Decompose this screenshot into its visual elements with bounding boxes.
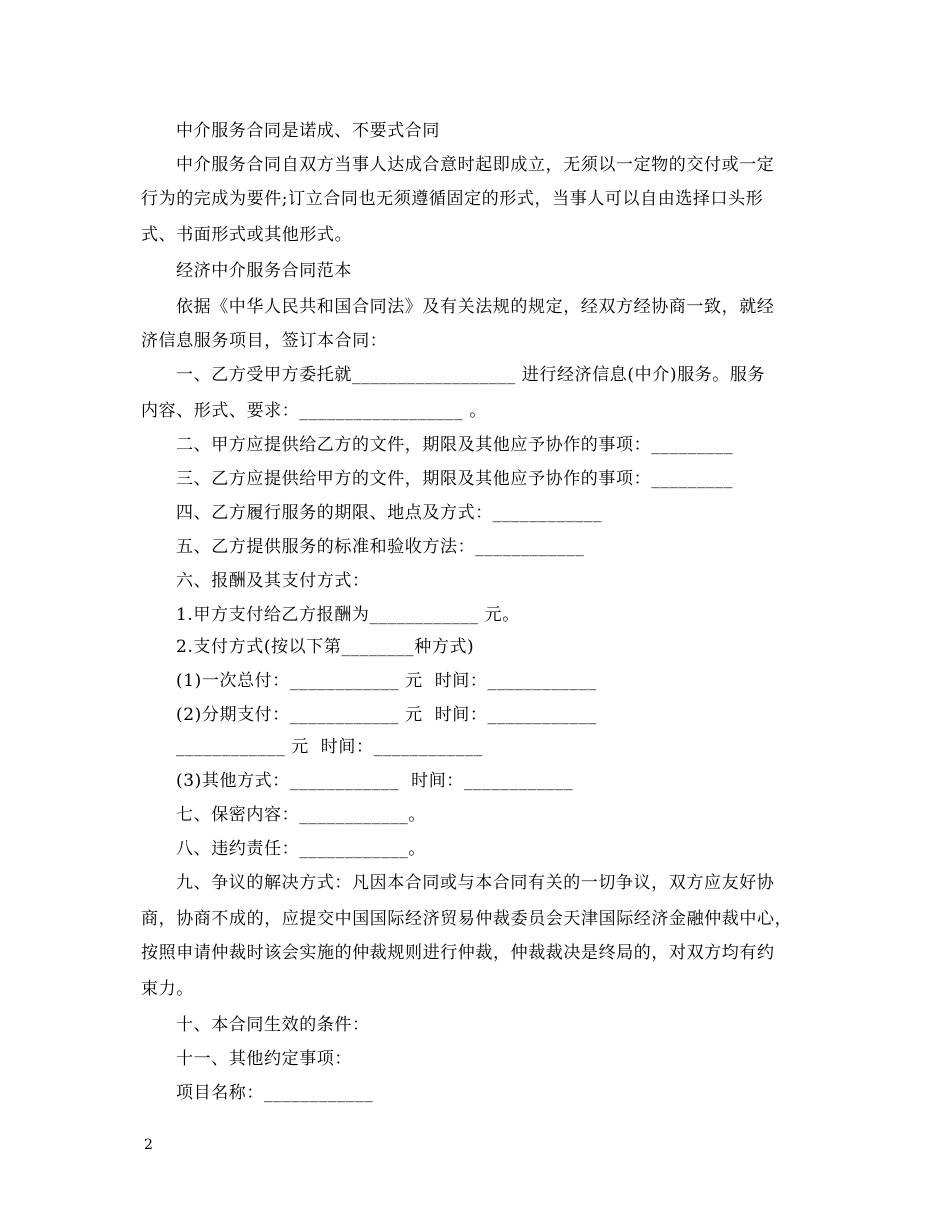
text-line: 三、乙方应提供给甲方的文件，期限及其他应予协作的事项：_________ — [176, 469, 734, 489]
text-line: 2.支付方式(按以下第________种方式) — [176, 637, 475, 657]
text-line: 束力。 — [141, 979, 194, 999]
text-line: 经济中介服务合同范本 — [176, 261, 352, 281]
text-line: (3)其他方式：____________ 时间：____________ — [176, 771, 574, 791]
text-line: 十、本合同生效的条件： — [176, 1015, 370, 1035]
text-line: 项目名称：____________ — [176, 1083, 374, 1103]
text-line: 式、书面形式或其他形式。 — [141, 225, 353, 245]
text-line: 五、乙方提供服务的标准和验收方法：____________ — [176, 537, 585, 557]
text-line: 七、保密内容：____________。 — [176, 805, 426, 825]
text-line: 中介服务合同是诺成、不要式合同 — [176, 121, 440, 141]
text-line: 行为的完成为要件;订立合同也无须遵循固定的形式，当事人可以自由选择口头形 — [141, 189, 764, 209]
text-line: 八、违约责任：____________。 — [176, 839, 426, 859]
text-line: 九、争议的解决方式：凡因本合同或与本合同有关的一切争议，双方应友好协 — [176, 873, 775, 893]
text-line: (1)一次总付：____________ 元 时间：____________ — [176, 671, 597, 691]
text-line: 六、报酬及其支付方式： — [176, 571, 370, 591]
text-line: 中介服务合同自双方当事人达成合意时起即成立，无须以一定物的交付或一定 — [176, 155, 775, 175]
text-line: 一、乙方受甲方委托就__________________ 进行经济信息(中介)服务。服务 — [176, 365, 766, 385]
text-line: 十一、其他约定事项： — [176, 1049, 352, 1069]
text-line: 按照申请仲裁时该会实施的仲裁规则进行仲裁，仲裁裁决是终局的，对双方均有约 — [141, 943, 775, 963]
text-line: 济信息服务项目，签订本合同： — [141, 331, 388, 351]
text-line: 依据《中华人民共和国合同法》及有关法规的规定，经双方经协商一致，就经 — [176, 297, 775, 317]
text-line: 商，协商不成的，应提交中国国际经济贸易仲裁委员会天津国际经济金融仲裁中心， — [141, 909, 793, 929]
text-line: 1.甲方支付给乙方报酬为____________ 元。 — [176, 605, 520, 625]
page-number: 2 — [144, 1137, 153, 1153]
text-line: (2)分期支付：____________ 元 时间：____________ — [176, 705, 597, 725]
text-line: 内容、形式、要求：__________________ 。 — [141, 401, 487, 421]
text-line: ____________ 元 时间：____________ — [176, 737, 483, 757]
text-line: 二、甲方应提供给乙方的文件，期限及其他应予协作的事项：_________ — [176, 435, 734, 455]
text-line: 四、乙方履行服务的期限、地点及方式：____________ — [176, 503, 602, 523]
